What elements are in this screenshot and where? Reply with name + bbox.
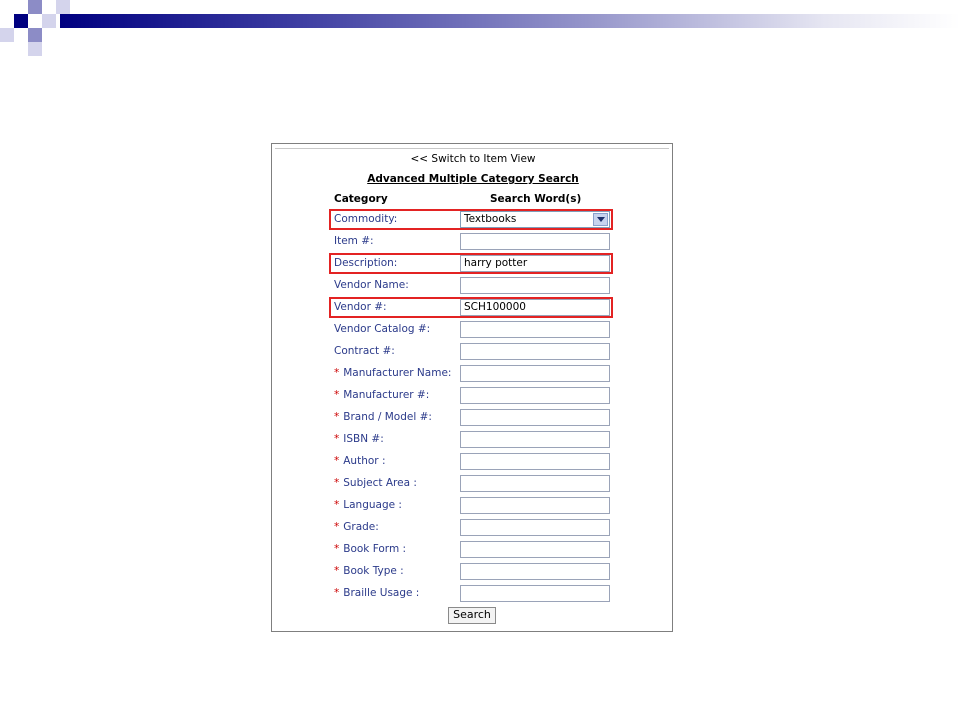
label-text: Manufacturer Name: <box>343 367 452 379</box>
subject-area-label <box>334 477 417 489</box>
label-text: Brand / Model #: <box>343 411 432 423</box>
author-input[interactable] <box>460 453 610 470</box>
required-star: * <box>334 521 340 533</box>
label-text: Braille Usage : <box>343 587 420 599</box>
brand-model-input[interactable] <box>460 409 610 426</box>
advanced-search-panel <box>271 143 673 632</box>
required-star: * <box>334 455 340 467</box>
brand-model-label <box>334 411 432 423</box>
vendor-number-label: Vendor #: <box>334 301 387 313</box>
language-label <box>334 499 402 511</box>
decor-square <box>56 0 70 14</box>
switch-to-item-view-link[interactable]: << Switch to Item View <box>410 153 536 165</box>
label-text: ISBN #: <box>343 433 384 445</box>
required-star: * <box>334 411 340 423</box>
required-star: * <box>334 543 340 555</box>
manufacturer-number-input[interactable] <box>460 387 610 404</box>
book-type-input[interactable] <box>460 563 610 580</box>
vendor-name-input[interactable] <box>460 277 610 294</box>
description-input[interactable]: harry potter <box>460 255 610 272</box>
isbn-label <box>334 433 384 445</box>
panel-divider <box>275 148 669 149</box>
author-label <box>334 455 385 467</box>
decor-square <box>0 28 14 42</box>
item-number-input[interactable] <box>460 233 610 250</box>
commodity-label: Commodity: <box>334 213 398 225</box>
braille-usage-label <box>334 587 419 599</box>
required-star: * <box>334 565 340 577</box>
grade-input[interactable] <box>460 519 610 536</box>
label-text: Language : <box>343 499 402 511</box>
contract-label: Contract #: <box>334 345 395 357</box>
column-header-search-words: Search Word(s) <box>490 193 582 205</box>
description-highlight <box>329 253 613 274</box>
column-header-category: Category <box>334 193 388 205</box>
vendor-number-highlight <box>329 297 613 318</box>
label-text: Book Form : <box>343 543 407 555</box>
header-gradient-bar <box>60 14 960 28</box>
required-star: * <box>334 389 340 401</box>
braille-usage-input[interactable] <box>460 585 610 602</box>
decor-square <box>28 0 42 14</box>
language-input[interactable] <box>460 497 610 514</box>
required-star: * <box>334 433 340 445</box>
vendor-catalog-label: Vendor Catalog #: <box>334 323 431 335</box>
manufacturer-name-label <box>334 367 451 379</box>
vendor-catalog-input[interactable] <box>460 321 610 338</box>
commodity-selected-value: Textbooks <box>464 213 517 225</box>
required-star: * <box>334 477 340 489</box>
label-text: Grade: <box>343 521 379 533</box>
required-star: * <box>334 587 340 599</box>
label-text: Subject Area : <box>343 477 417 489</box>
contract-input[interactable] <box>460 343 610 360</box>
search-button[interactable]: Search <box>448 607 496 624</box>
manufacturer-name-input[interactable] <box>460 365 610 382</box>
subject-area-input[interactable] <box>460 475 610 492</box>
decor-square <box>42 14 56 28</box>
required-star: * <box>334 499 340 511</box>
page-title: Advanced Multiple Category Search <box>367 173 579 185</box>
manufacturer-number-label <box>334 389 429 401</box>
description-label: Description: <box>334 257 398 269</box>
isbn-input[interactable] <box>460 431 610 448</box>
label-text: Author : <box>343 455 386 467</box>
decor-square <box>14 14 28 28</box>
label-text: Book Type : <box>343 565 404 577</box>
label-text: Manufacturer #: <box>343 389 430 401</box>
decor-square <box>28 42 42 56</box>
commodity-highlight <box>329 209 613 230</box>
item-number-label: Item #: <box>334 235 374 247</box>
vendor-number-input[interactable]: SCH100000 <box>460 299 610 316</box>
grade-label <box>334 521 379 533</box>
required-star: * <box>334 367 340 379</box>
book-type-label <box>334 565 404 577</box>
decor-square <box>28 28 42 42</box>
book-form-input[interactable] <box>460 541 610 558</box>
book-form-label <box>334 543 406 555</box>
vendor-name-label: Vendor Name: <box>334 279 409 291</box>
